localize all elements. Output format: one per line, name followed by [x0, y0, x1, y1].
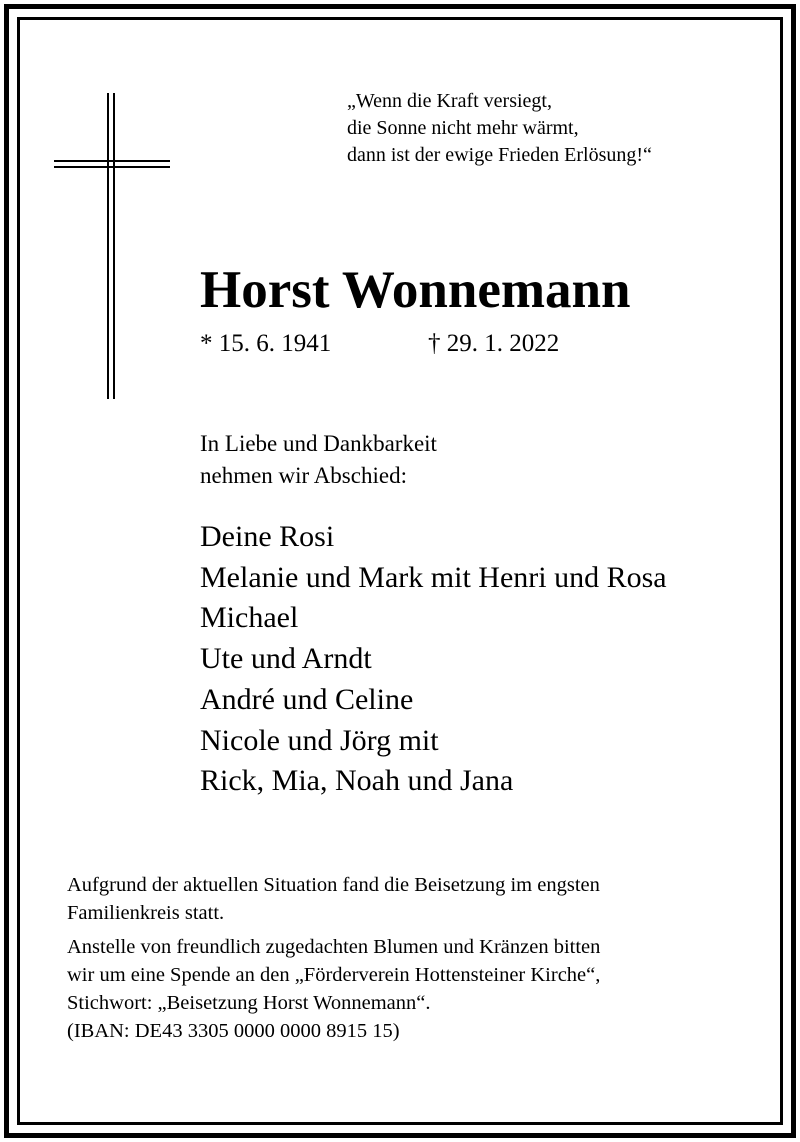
note-line: wir um eine Spende an den „Förderverein Hottensteiner Kirche“,: [67, 964, 601, 986]
christian-cross-icon: [54, 93, 170, 399]
note-line: Familienkreis statt.: [67, 902, 225, 924]
mourner-line: André und Celine: [200, 682, 414, 716]
mourner-line: Ute und Arndt: [200, 642, 372, 676]
mourner-line: Melanie und Mark mit Henri und Rosa: [200, 560, 667, 594]
intro-line: In Liebe und Dankbarkeit: [200, 431, 437, 456]
farewell-intro: [200, 428, 437, 492]
quote: [347, 88, 652, 169]
deceased-name: Horst Wonnemann: [200, 261, 631, 319]
death-date: † 29. 1. 2022: [428, 330, 560, 357]
note-line: Anstelle von freundlich zugedachten Blumen und Kränzen bitten: [67, 936, 601, 958]
intro-line: nehmen wir Abschied:: [200, 463, 407, 488]
iban-line: (IBAN: DE43 3305 0000 0000 8915 15): [67, 1020, 400, 1042]
mourner-line: Nicole und Jörg mit: [200, 723, 439, 757]
quote-line: die Sonne nicht mehr wärmt,: [347, 117, 579, 139]
note-line: Aufgrund der aktuellen Situation fand die Beisetzung im engsten: [67, 874, 600, 896]
quote-line: „Wenn die Kraft versiegt,: [347, 90, 552, 112]
mourner-line: Michael: [200, 601, 299, 635]
notes: [67, 871, 757, 1051]
burial-note: [67, 871, 757, 927]
birth-date: * 15. 6. 1941: [200, 330, 332, 357]
mourners-list: [200, 517, 667, 802]
note-line: Stichwort: „Beisetzung Horst Wonnemann“.: [67, 992, 431, 1014]
donation-note: [67, 933, 757, 1045]
mourner-line: Rick, Mia, Noah und Jana: [200, 764, 514, 798]
mourner-line: Deine Rosi: [200, 520, 335, 553]
quote-line: dann ist der ewige Frieden Erlösung!“: [347, 144, 652, 166]
